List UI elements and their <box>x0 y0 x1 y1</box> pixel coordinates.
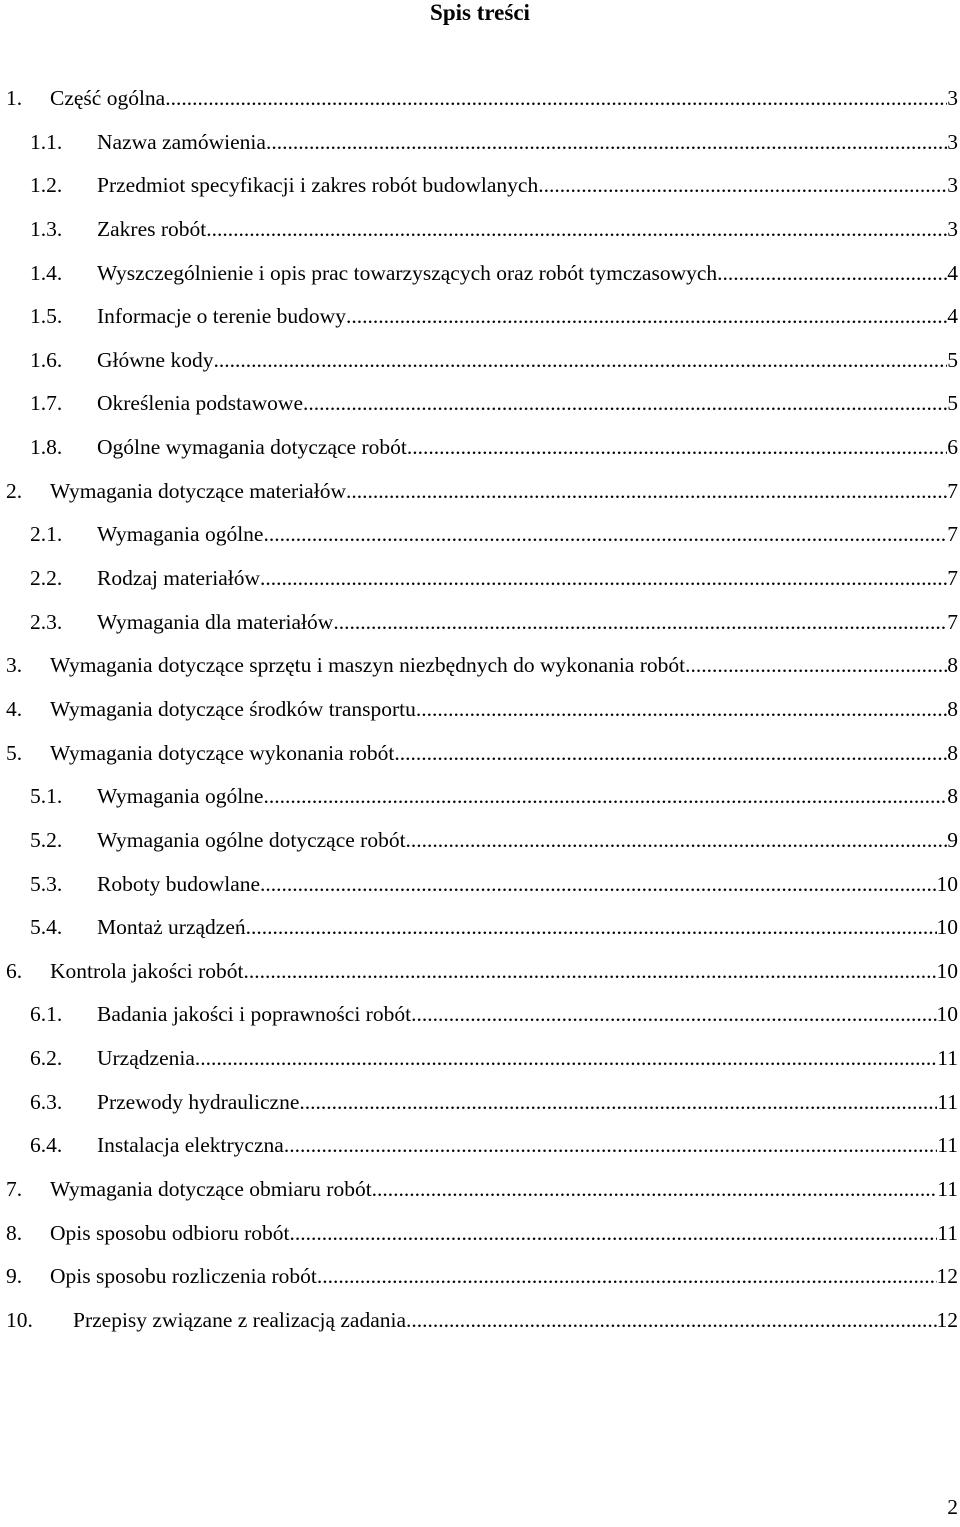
toc-entry-body <box>50 695 958 723</box>
toc-entry-body <box>50 84 958 112</box>
toc-entry[interactable] <box>0 389 960 433</box>
toc-entry-title[interactable]: Główne kody <box>97 347 214 372</box>
toc-entry-title[interactable]: Wymagania dotyczące wykonania robót <box>50 740 395 765</box>
toc-entry-number: 9. <box>6 1264 23 1289</box>
toc-entry-number: 8. <box>6 1220 23 1245</box>
toc-entry-page-number: 5 <box>947 391 958 416</box>
toc-entry[interactable] <box>0 1219 960 1263</box>
toc-entry-body <box>97 1044 958 1072</box>
toc-entry[interactable] <box>0 957 960 1001</box>
toc-entry-body <box>50 477 958 505</box>
page-number: 2 <box>947 1495 958 1519</box>
toc-entry-body <box>97 433 958 461</box>
toc-entry[interactable] <box>0 695 960 739</box>
toc-entry[interactable] <box>0 913 960 957</box>
toc-entry[interactable] <box>0 1000 960 1044</box>
toc-entry-body <box>50 1219 958 1247</box>
toc-entry-number: 5.2. <box>30 827 63 852</box>
toc-entry-body <box>73 1306 958 1334</box>
toc-entry-number: 2.3. <box>30 609 63 634</box>
toc-entry-number: 1.6. <box>30 347 63 372</box>
toc-entry-page-number: 11 <box>937 1089 958 1114</box>
toc-entry-number: 6.1. <box>30 1002 63 1027</box>
toc-entry-title[interactable]: Instalacja elektryczna <box>97 1133 284 1158</box>
toc-entry-body <box>97 608 958 636</box>
toc-dot-leader <box>206 215 947 243</box>
toc-entry-number: 1.8. <box>30 435 63 460</box>
toc-entry-page-number: 8 <box>947 696 958 721</box>
toc-dot-leader <box>685 651 947 679</box>
toc-dot-leader <box>263 520 947 548</box>
toc-entry[interactable] <box>0 826 960 870</box>
toc-dot-leader <box>406 1306 936 1334</box>
toc-entry[interactable] <box>0 302 960 346</box>
toc-entry-page-number: 3 <box>947 129 958 154</box>
toc-entry-number: 6.3. <box>30 1089 63 1114</box>
toc-dot-leader <box>407 433 947 461</box>
toc-entry-number: 6.2. <box>30 1046 63 1071</box>
toc-entry-number: 2. <box>6 478 23 503</box>
toc-entry[interactable] <box>0 346 960 390</box>
toc-dot-leader <box>416 695 947 723</box>
toc-dot-leader <box>243 957 936 985</box>
toc-entry-number: 1.3. <box>30 216 63 241</box>
toc-entry[interactable] <box>0 608 960 652</box>
toc-entry-title[interactable]: Wymagania ogólne <box>97 784 264 809</box>
toc-entry-body <box>97 215 958 243</box>
toc-entry-title[interactable]: Rodzaj materiałów <box>97 566 260 591</box>
toc-entry-body <box>50 1175 958 1203</box>
toc-entry-page-number: 9 <box>947 827 958 852</box>
toc-entry-title[interactable]: Przedmiot specyfikacji i zakres robót budowlanych <box>97 173 539 198</box>
toc-entry[interactable] <box>0 1088 960 1132</box>
toc-entry-page-number: 5 <box>947 347 958 372</box>
toc-dot-leader <box>303 389 947 417</box>
toc-entry-page-number: 3 <box>947 86 958 110</box>
toc-entry-body <box>97 1131 958 1159</box>
toc-entry-page-number: 7 <box>947 478 958 503</box>
toc-entry[interactable] <box>0 259 960 303</box>
toc-entry-page-number: 12 <box>936 1307 958 1332</box>
toc-entry-number: 1.2. <box>30 173 63 198</box>
toc-dot-leader <box>260 564 947 592</box>
toc-entry-body <box>97 389 958 417</box>
toc-entry[interactable] <box>0 870 960 914</box>
toc-entry[interactable] <box>0 520 960 564</box>
toc-entry[interactable] <box>0 1044 960 1088</box>
toc-entry-title[interactable]: Część ogólna <box>50 86 166 110</box>
toc-entry[interactable] <box>0 564 960 608</box>
toc-entry[interactable] <box>0 1262 960 1306</box>
toc-entry-body <box>97 302 958 330</box>
toc-entry-page-number: 11 <box>937 1220 958 1245</box>
toc-entry[interactable] <box>0 215 960 259</box>
toc-entry[interactable] <box>0 782 960 826</box>
toc-dot-leader <box>260 870 936 898</box>
toc-entry-number: 6.4. <box>30 1133 63 1158</box>
toc-entry-number: 6. <box>6 958 23 983</box>
toc-entry-page-number: 10 <box>936 915 958 940</box>
toc-entry-title[interactable]: Wyszczególnienie i opis prac towarzyszących oraz robót tymczasowych. <box>97 260 723 285</box>
toc-dot-leader <box>538 171 947 199</box>
toc-entry-title[interactable]: Wymagania dla materiałów <box>97 609 334 634</box>
toc-entry-body <box>97 346 958 374</box>
toc-entry-page-number: 10 <box>936 1002 958 1027</box>
toc-entry-body <box>97 826 958 854</box>
toc-entry-number: 5.1. <box>30 784 63 809</box>
toc-entry-number: 3. <box>6 653 23 678</box>
toc-entry-title[interactable]: Roboty budowlane <box>97 871 261 896</box>
toc-entry-body <box>50 739 958 767</box>
toc-entry-number: 1.4. <box>30 260 63 285</box>
toc-dot-leader <box>317 1262 937 1290</box>
toc-entry-page-number: 7 <box>947 566 958 591</box>
toc-entry-number: 1.5. <box>30 304 63 329</box>
toc-entry-title[interactable]: Urządzenia <box>97 1046 195 1071</box>
toc-entry-number: 4. <box>6 696 23 721</box>
toc-entry-page-number: 11 <box>937 1177 958 1202</box>
toc-entry-title[interactable]: Informacje o terenie budowy <box>97 304 346 329</box>
toc-entry-page-number: 7 <box>947 522 958 547</box>
toc-dot-leader <box>299 1088 937 1116</box>
toc-entry[interactable] <box>0 1131 960 1175</box>
toc-dot-leader <box>290 1219 938 1247</box>
toc-entry-number: 1.1. <box>30 129 63 154</box>
toc-entry-body <box>50 651 958 679</box>
toc-dot-leader <box>394 739 947 767</box>
toc-entry[interactable] <box>0 128 960 172</box>
toc-entry-body <box>97 782 958 810</box>
toc-entry-number: 1. <box>6 86 23 110</box>
toc-entry-page-number: 11 <box>937 1133 958 1158</box>
toc-entry-title[interactable]: Badania jakości i poprawności robót <box>97 1002 412 1027</box>
toc-entry-body <box>97 564 958 592</box>
toc-entry-body <box>97 171 958 199</box>
toc-entry[interactable] <box>0 171 960 215</box>
toc-entry-number: 1.7. <box>30 391 63 416</box>
toc-entry-number: 10. <box>6 1307 33 1332</box>
toc-entry-page-number: 7 <box>947 609 958 634</box>
toc-entry-page-number: 8 <box>947 740 958 765</box>
toc-entry-title[interactable]: Wymagania ogólne dotyczące robót <box>97 827 406 852</box>
toc-dot-leader <box>346 302 947 330</box>
toc-dot-leader <box>372 1175 938 1203</box>
toc-entry-title[interactable]: Montaż urządzeń <box>97 915 246 940</box>
toc-entry-body <box>97 870 958 898</box>
toc-dot-leader <box>333 608 947 636</box>
toc-entry-title[interactable]: Wymagania ogólne <box>97 522 264 547</box>
toc-dot-leader <box>723 259 948 287</box>
toc-entry-title[interactable]: Opis sposobu odbioru robót <box>50 1220 290 1245</box>
toc-entry-body <box>97 520 958 548</box>
toc-entry-page-number: 4 <box>947 260 958 285</box>
toc-entry[interactable] <box>0 739 960 783</box>
toc-entry[interactable] <box>0 651 960 695</box>
toc-entry-title[interactable]: Nazwa zamówienia <box>97 129 266 154</box>
toc-entry[interactable] <box>0 433 960 477</box>
toc-entry-title[interactable]: Kontrola jakości robót <box>50 958 244 983</box>
toc-dot-leader <box>266 128 947 156</box>
toc-entry-page-number: 8 <box>947 784 958 809</box>
toc-dot-leader <box>346 477 947 505</box>
toc-entry-page-number: 11 <box>937 1046 958 1071</box>
toc-entry[interactable] <box>0 477 960 521</box>
toc-entry-title[interactable]: Określenia podstawowe <box>97 391 303 416</box>
toc-dot-leader <box>213 346 947 374</box>
toc-entry-number: 5.3. <box>30 871 63 896</box>
toc-dot-leader <box>165 84 947 112</box>
toc-entry-body <box>97 913 958 941</box>
toc-entry-page-number: 10 <box>936 871 958 896</box>
toc-entry-body <box>97 1000 958 1028</box>
toc-entry-body <box>97 1088 958 1116</box>
toc-entry-title[interactable]: Wymagania dotyczące obmiaru robót <box>50 1177 372 1202</box>
toc-entry-title[interactable]: Przewody hydrauliczne <box>97 1089 300 1114</box>
toc-dot-leader <box>263 782 947 810</box>
toc-entry-title[interactable]: Opis sposobu rozliczenia robót <box>50 1264 317 1289</box>
toc-entry-body <box>97 259 958 287</box>
toc-entry-page-number: 10 <box>936 958 958 983</box>
toc-entry-page-number: 8 <box>947 653 958 678</box>
toc-entry-number: 7. <box>6 1177 23 1202</box>
toc-entry[interactable] <box>0 1306 960 1350</box>
toc-entry-title[interactable]: Przepisy związane z realizacją zadania <box>73 1307 407 1332</box>
toc-entry-page-number: 3 <box>947 216 958 241</box>
toc-entry-page-number: 6 <box>947 435 958 460</box>
toc-entry[interactable] <box>0 84 960 128</box>
toc-entry-title[interactable]: Wymagania dotyczące środków transportu <box>50 696 416 721</box>
toc-entry-number: 5.4. <box>30 915 63 940</box>
toc-entry-title[interactable]: Ogólne wymagania dotyczące robót <box>97 435 407 460</box>
toc-entry[interactable] <box>0 1175 960 1219</box>
toc-dot-leader <box>284 1131 937 1159</box>
table-of-contents <box>0 84 960 1350</box>
toc-dot-leader <box>195 1044 937 1072</box>
toc-entry-page-number: 12 <box>936 1264 958 1289</box>
toc-entry-body <box>50 1262 958 1290</box>
toc-dot-leader <box>411 1000 936 1028</box>
toc-entry-body <box>50 957 958 985</box>
toc-entry-number: 2.1. <box>30 522 63 547</box>
toc-entry-page-number: 3 <box>947 173 958 198</box>
page-title: Spis treści <box>430 0 530 25</box>
toc-entry-number: 2.2. <box>30 566 63 591</box>
toc-entry-title[interactable]: Wymagania dotyczące sprzętu i maszyn niezbędnych do wykonania robót <box>50 653 686 678</box>
toc-entry-body <box>97 128 958 156</box>
toc-entry-title[interactable]: Wymagania dotyczące materiałów <box>50 478 346 503</box>
toc-entry-title[interactable]: Zakres robót <box>97 216 207 241</box>
toc-dot-leader <box>406 826 948 854</box>
toc-entry-page-number: 4 <box>947 304 958 329</box>
toc-entry-number: 5. <box>6 740 23 765</box>
toc-dot-leader <box>246 913 937 941</box>
